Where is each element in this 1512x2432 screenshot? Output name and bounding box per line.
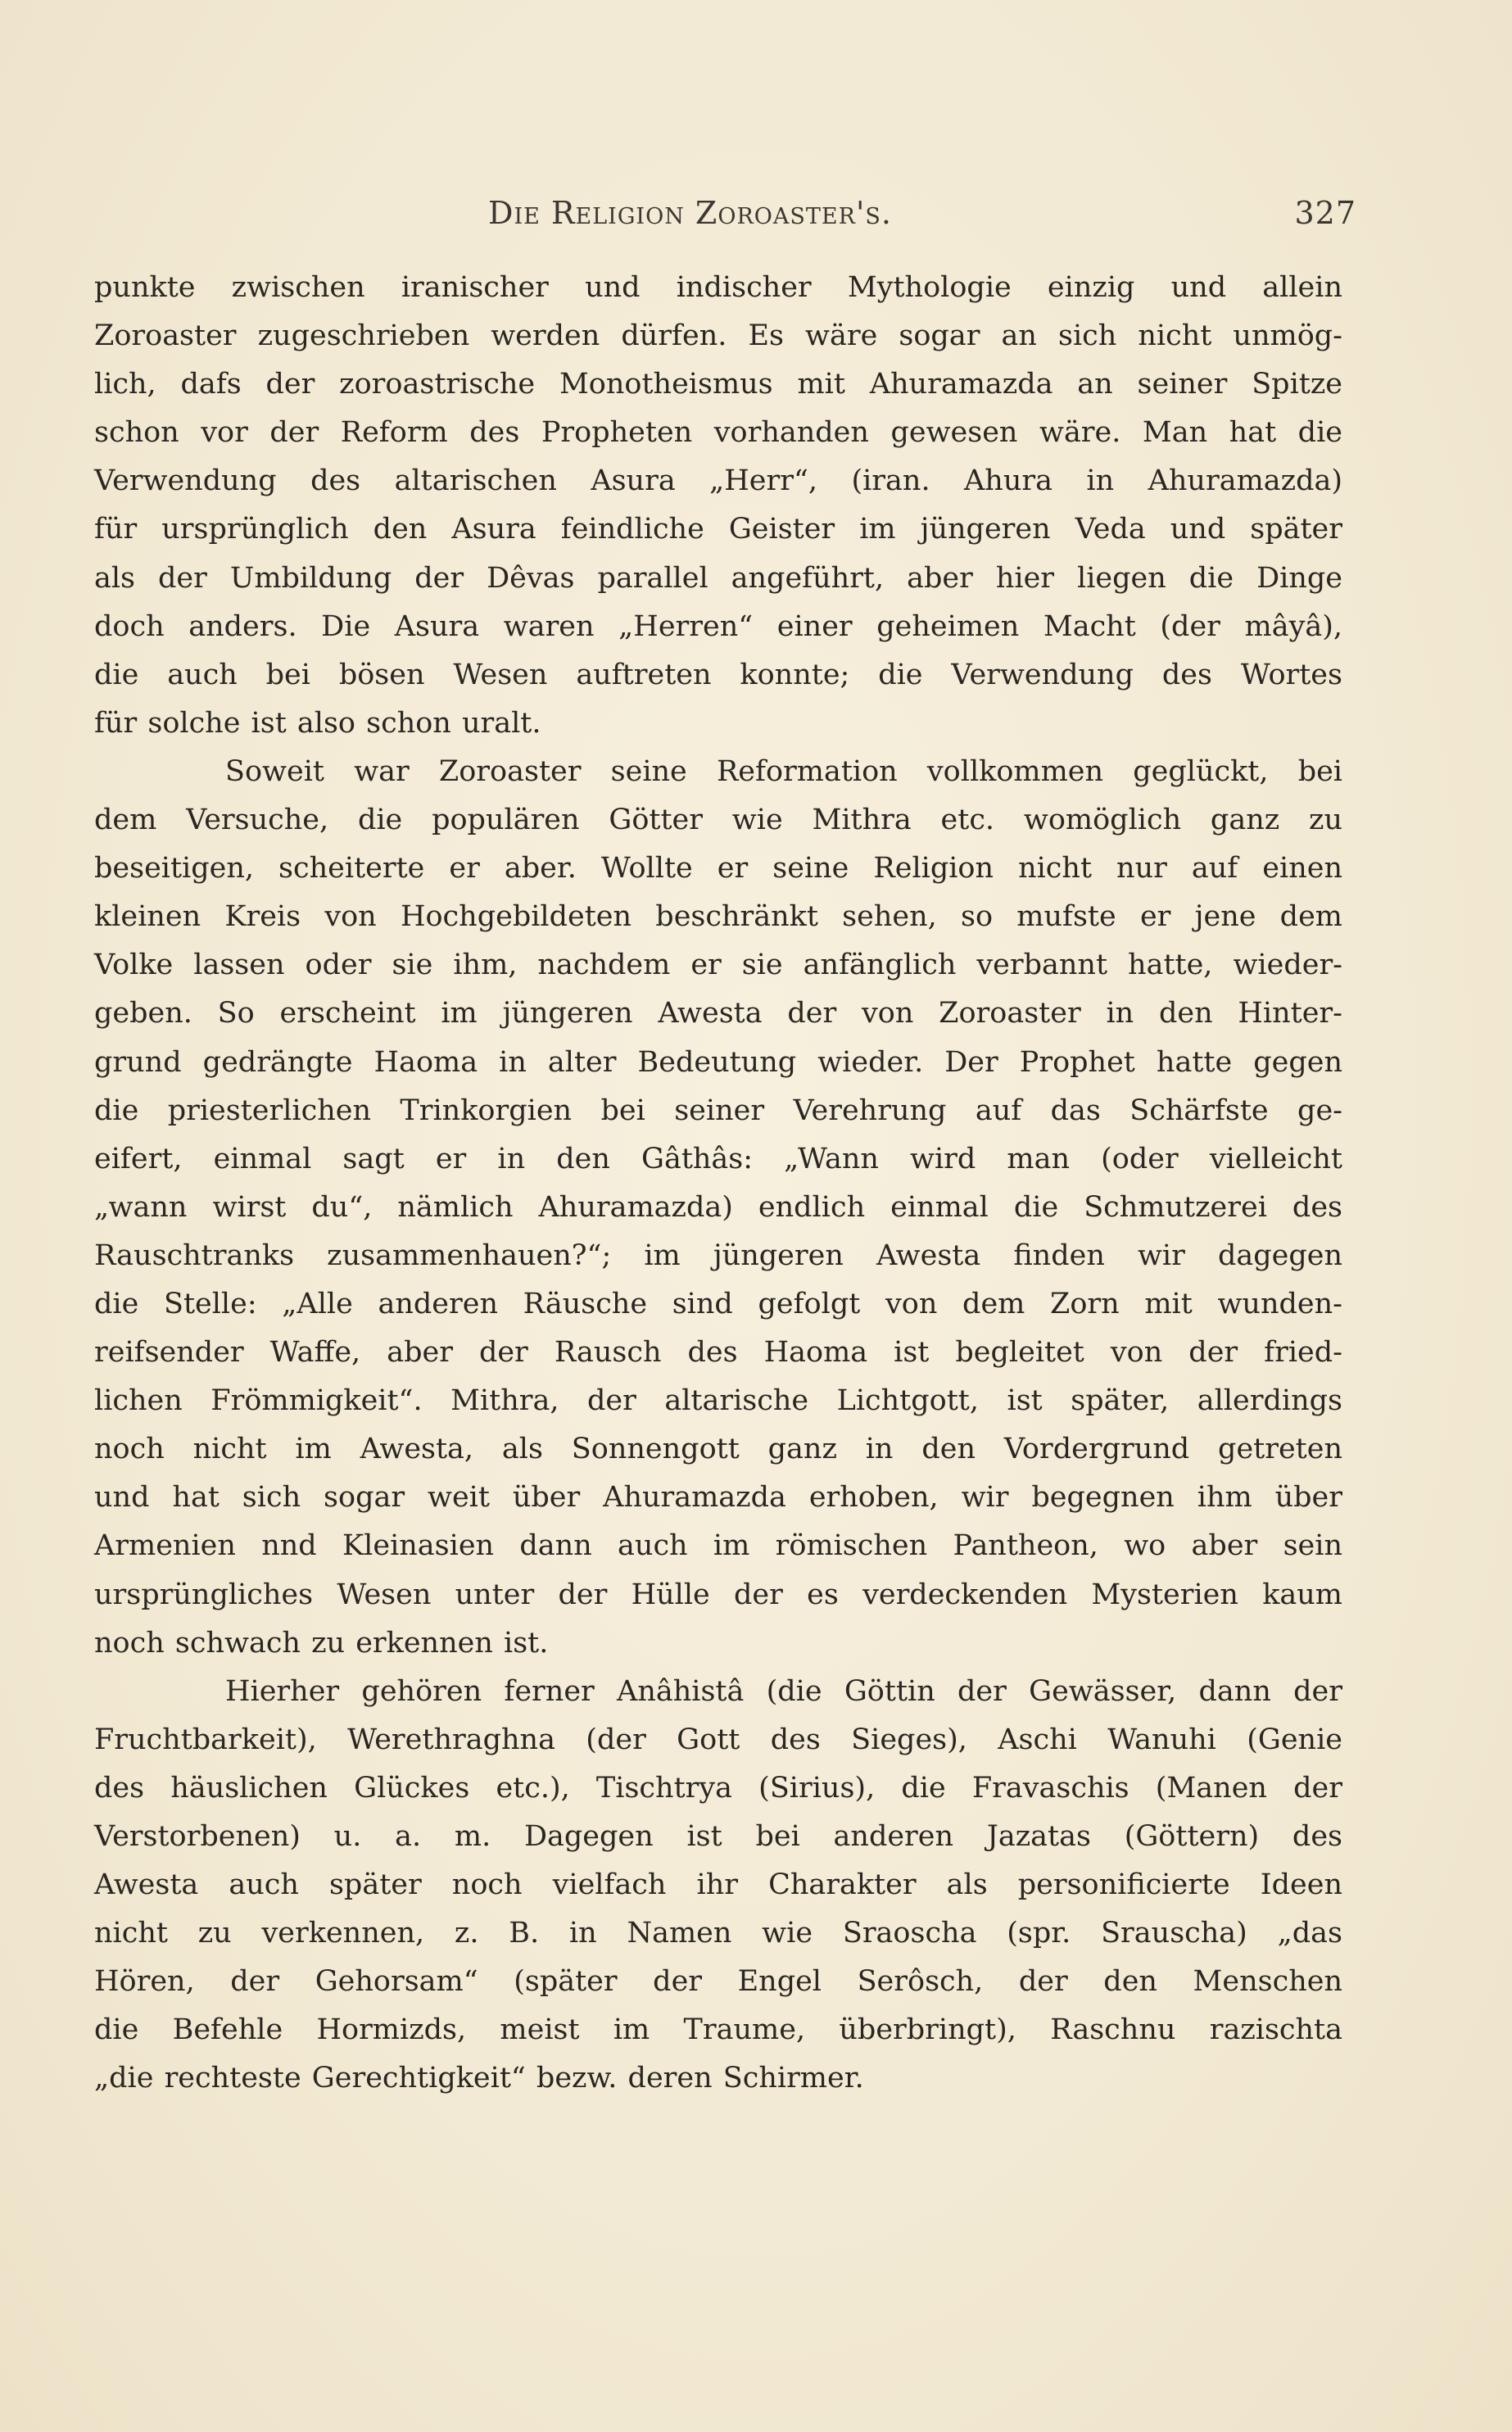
page-number: 327 [1294, 195, 1356, 231]
running-title: Die Religion Zoroaster's. [488, 195, 892, 231]
text-line: doch anders. Die Asura waren „Herren“ einer geheimen Macht (der mâyâ), [94, 609, 1342, 643]
text-line: Volke lassen oder sie ihm, nachdem er sie anfänglich verbannt hatte, wieder- [94, 949, 1342, 982]
text-line: Verwendung des altarischen Asura „Herr“, (iran. Ahura in Ahuramazda) [94, 464, 1342, 498]
text-line: punkte zwischen iranischer und indischer Mythologie einzig und allein [94, 271, 1342, 304]
text-line: dem Versuche, die populären Götter wie Mithra etc. womöglich ganz zu [94, 804, 1342, 837]
text-line: Verstorbenen) u. a. m. Dagegen ist bei anderen Jazatas (Göttern) des [94, 1820, 1342, 1853]
paragraph-end-line: „die rechteste Gerechtigkeit“ bezw. deren Schirmer. [94, 2062, 864, 2095]
text-line: nicht zu verkennen, z. B. in Namen wie Sraoscha (spr. Srauscha) „das [94, 1917, 1342, 1950]
text-line: kleinen Kreis von Hochgebildeten beschränkt sehen, so mufste er jene dem [94, 900, 1342, 934]
text-line: lichen Frömmigkeit“. Mithra, der altarische Lichtgott, ist später, allerdings [94, 1384, 1342, 1418]
paragraph-end-line: für solche ist also schon uralt. [94, 706, 541, 740]
text-line: reifsender Waffe, aber der Rausch des Haoma ist begleitet von der fried- [94, 1336, 1342, 1370]
text-line: Fruchtbarkeit), Werethraghna (der Gott des Sieges), Aschi Wanuhi (Genie [94, 1723, 1342, 1756]
text-line: die priesterlichen Trinkorgien bei seiner Verehrung auf das Schärfste ge- [94, 1094, 1342, 1127]
text-line: eifert, einmal sagt er in den Gâthâs: „Wann wird man (oder vielleicht [94, 1142, 1342, 1175]
text-line: Armenien nnd Kleinasien dann auch im römischen Pantheon, wo aber sein [94, 1529, 1342, 1563]
text-line: Rauschtranks zusammenhauen?“; im jüngeren Awesta finden wir dagegen [94, 1239, 1342, 1272]
text-line: geben. So erscheint im jüngeren Awesta der von Zoroaster in den Hinter- [94, 997, 1342, 1030]
text-line: beseitigen, scheiterte er aber. Wollte er seine Religion nicht nur auf einen [94, 852, 1342, 885]
text-line: Zoroaster zugeschrieben werden dürfen. Es wäre sogar an sich nicht unmög- [94, 319, 1342, 353]
text-line: grund gedrängte Haoma in alter Bedeutung wieder. Der Prophet hatte gegen [94, 1045, 1342, 1079]
paragraph-end-line: noch schwach zu erkennen ist. [94, 1626, 549, 1660]
text-line: die auch bei bösen Wesen auftreten konnte; die Verwendung des Wortes [94, 658, 1342, 691]
running-head [488, 195, 1356, 244]
text-line: die Stelle: „Alle anderen Räusche sind gefolgt von dem Zorn mit wunden- [94, 1287, 1342, 1320]
text-line: und hat sich sogar weit über Ahuramazda erhoben, wir begegnen ihm über [94, 1481, 1342, 1515]
paragraph-first-line: Hierher gehören ferner Anâhistâ (die Göttin der Gewässer, dann der [225, 1674, 1342, 1708]
text-line: Hören, der Gehorsam“ (später der Engel Serôsch, der den Menschen [94, 1965, 1342, 1999]
text-line: die Befehle Hormizds, meist im Traume, überbringt), Raschnu razischta [94, 2013, 1342, 2047]
text-line: Awesta auch später noch vielfach ihr Charakter als personificierte Ideen [94, 1868, 1342, 1902]
text-line: schon vor der Reform des Propheten vorhanden gewesen wäre. Man hat die [94, 416, 1342, 450]
text-line: noch nicht im Awesta, als Sonnengott ganz in den Vordergrund getreten [94, 1433, 1342, 1466]
text-line: für ursprünglich den Asura feindliche Geister im jüngeren Veda und später [94, 513, 1342, 546]
text-line: als der Umbildung der Dêvas parallel angeführt, aber hier liegen die Dinge [94, 561, 1342, 595]
body-text [94, 264, 1342, 2104]
text-line: des häuslichen Glückes etc.), Tischtrya (Sirius), die Fravaschis (Manen der [94, 1771, 1342, 1805]
text-line: „wann wirst du“, nämlich Ahuramazda) endlich einmal die Schmutzerei des [94, 1190, 1342, 1224]
text-line: lich, dafs der zoroastrische Monotheismus mit Ahuramazda an seiner Spitze [94, 368, 1342, 401]
text-line: ursprüngliches Wesen unter der Hülle der es verdeckenden Mysterien kaum [94, 1578, 1342, 1611]
paragraph-first-line: Soweit war Zoroaster seine Reformation vollkommen geglückt, bei [225, 754, 1342, 788]
